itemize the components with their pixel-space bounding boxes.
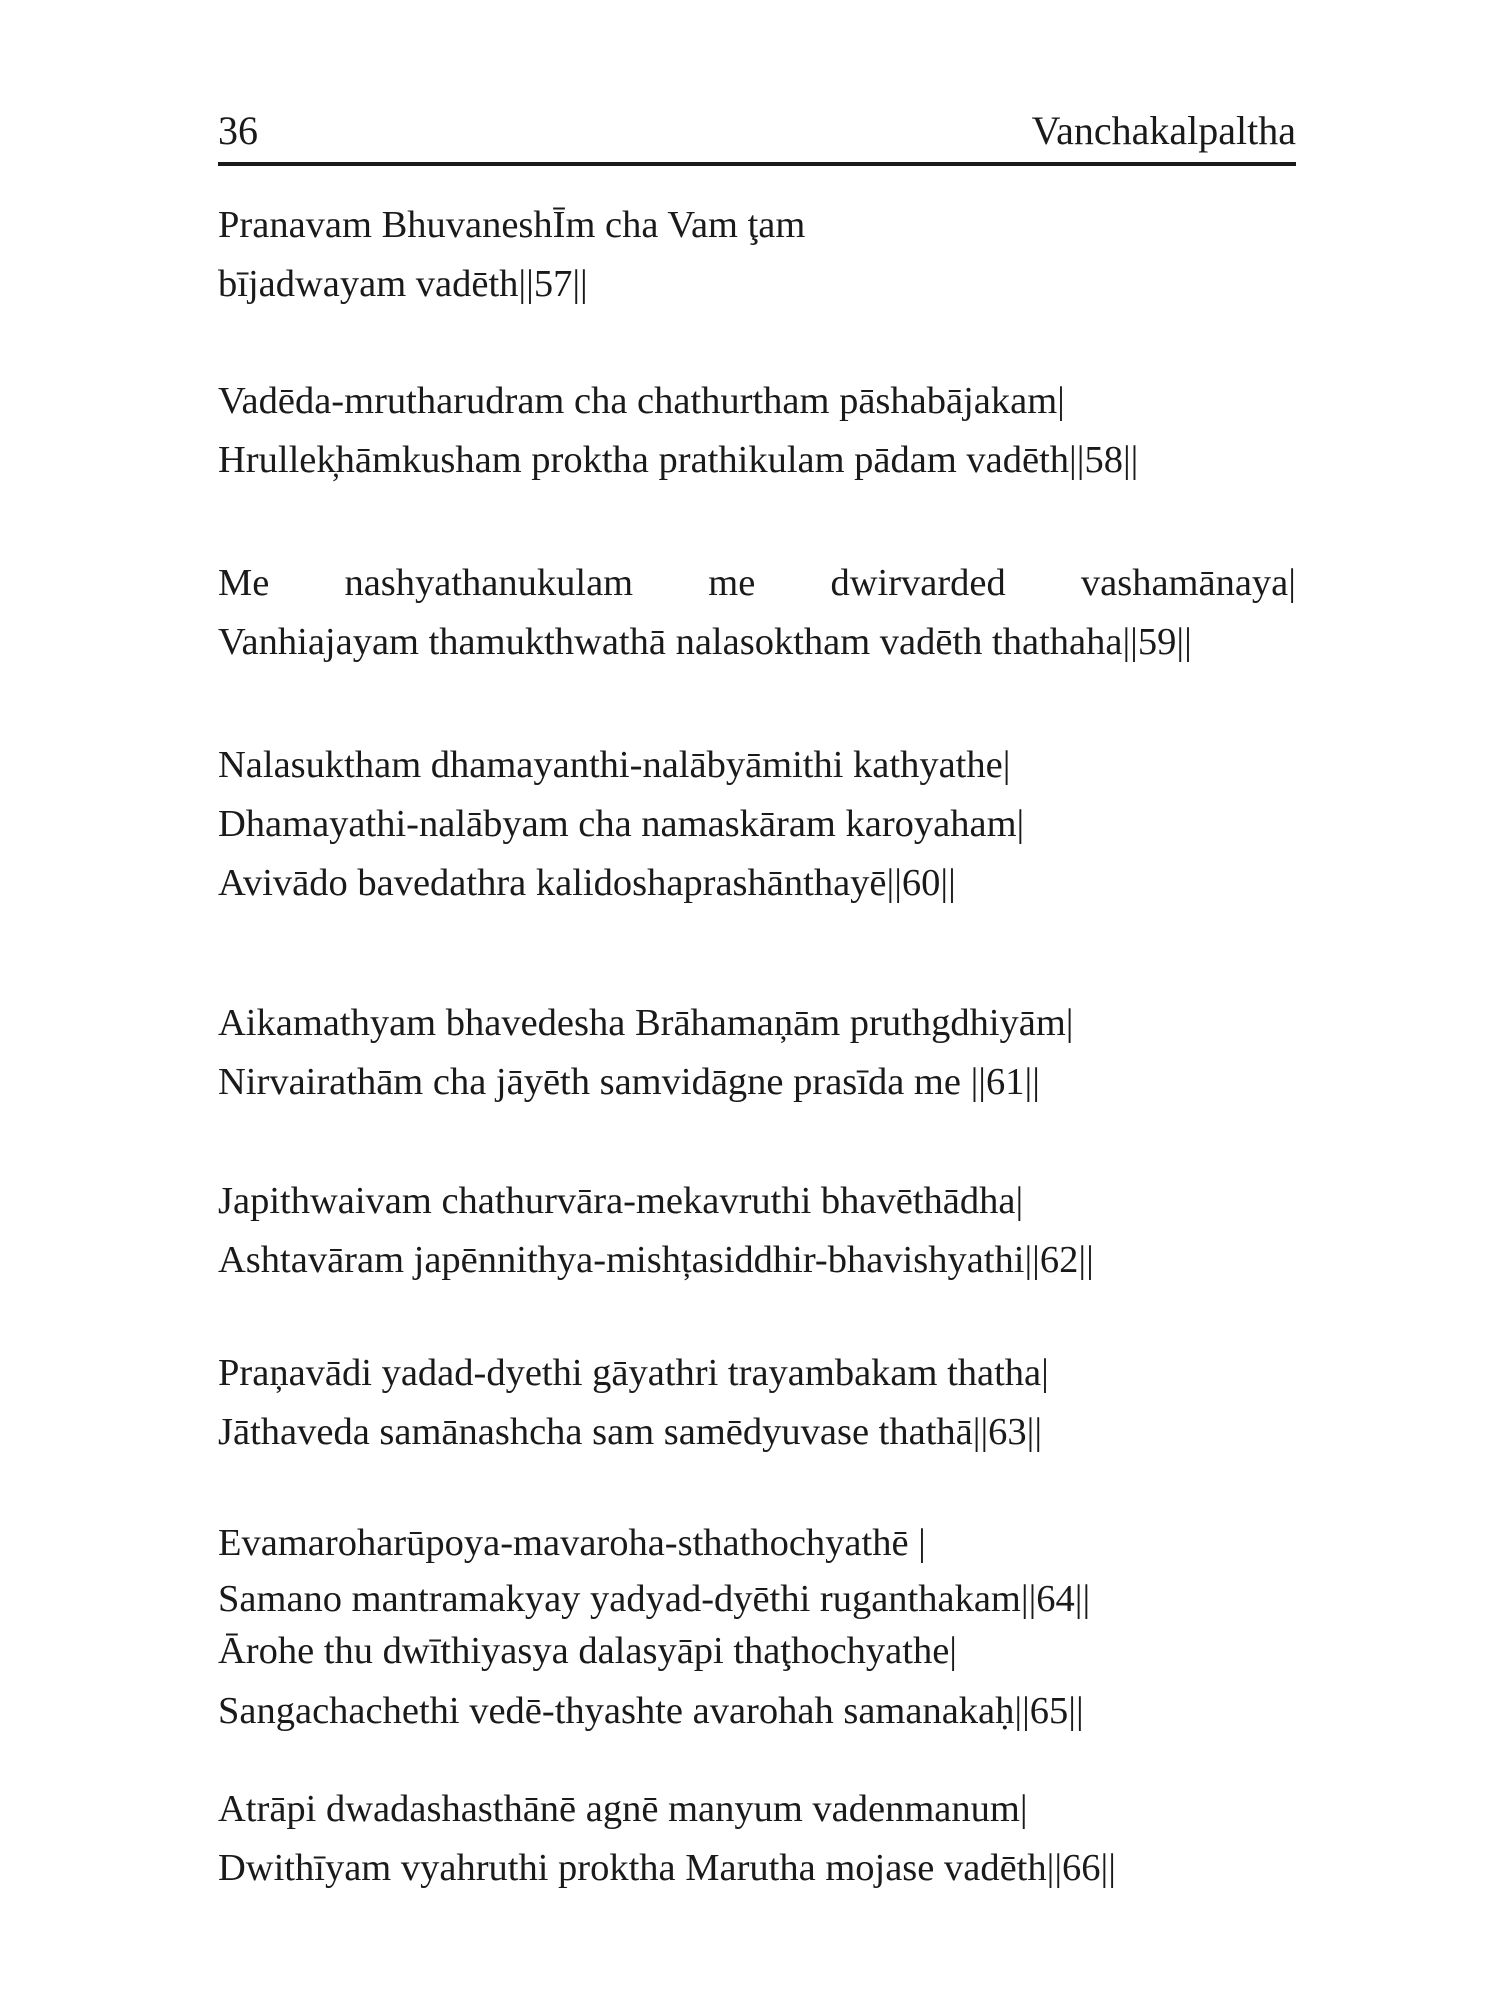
verse-word: dwirvarded — [830, 562, 1006, 604]
verse-line: Avivādo bavedathra kalidoshaprashānthayē||60|| — [218, 862, 956, 904]
verse-line-justified — [218, 554, 1296, 613]
verse-57 — [218, 196, 805, 314]
verse-66 — [218, 1780, 1116, 1898]
verse-64-65 — [218, 1514, 1090, 1745]
verse-word: Me — [218, 562, 270, 604]
verse-line: Aikamathyam bhavedesha Brāhamaņām pruthgdhiyām| — [218, 1002, 1074, 1044]
verse-line: Ashtavāram japēnnithya-mishțasiddhir-bhavishyathi||62|| — [218, 1239, 1094, 1281]
verse-line: Pranavam BhuvaneshĪm cha Vam ţam — [218, 204, 806, 246]
verse-line: Japithwaivam chathurvāra-mekavruthi bhavēthādha| — [218, 1180, 1024, 1222]
verse-line: Dwithīyam vyahruthi proktha Marutha mojase vadēth||66|| — [218, 1847, 1116, 1889]
verse-line: Evamaroharūpoya-mavaroha-sthathochyathē | — [218, 1522, 926, 1564]
verse-62 — [218, 1172, 1094, 1290]
verse-63 — [218, 1344, 1049, 1462]
verse-60 — [218, 736, 1024, 913]
running-title: Vanchakalpaltha — [1031, 108, 1296, 153]
verse-line: Dhamayathi-nalābyam cha namaskāram karoyaham| — [218, 803, 1025, 845]
verse-line: Nirvairathām cha jāyēth samvidāgne prasīda me ||61|| — [218, 1061, 1040, 1103]
verse-line: Vanhiajayam thamukthwathā nalasoktham vadēth thathaha||59|| — [218, 621, 1192, 663]
verse-line: Praņavādi yadad-dyethi gāyathri trayambakam thatha| — [218, 1352, 1049, 1394]
verse-line: Hrullek̦hāmkusham proktha prathikulam pādam vadēth||58|| — [218, 439, 1139, 481]
verse-line: Sangachachethi vedē-thyashte avarohah samanakaḥ||65|| — [218, 1690, 1084, 1732]
verse-59 — [218, 554, 1296, 672]
verse-word: nashyathanukulam — [344, 562, 634, 604]
verse-word: vashamānaya| — [1080, 562, 1296, 604]
verse-line: Samano mantramakyay yadyad-dyēthi ruganthakam||64|| — [218, 1578, 1091, 1620]
verse-line: bījadwayam vadēth||57|| — [218, 263, 588, 305]
verse-58 — [218, 372, 1138, 490]
verse-line: Atrāpi dwadashasthānē agnē manyum vadenmanum| — [218, 1788, 1028, 1830]
verse-61 — [218, 994, 1074, 1112]
page-header — [218, 106, 1296, 166]
verse-line: Nalasuktham dhamayanthi-nalābyāmithi kathyathe| — [218, 744, 1011, 786]
header-rule — [218, 162, 1296, 166]
verse-word: me — [708, 562, 756, 604]
page-number: 36 — [218, 108, 258, 153]
verse-line: Jāthaveda samānashcha sam samēdyuvase thathā||63|| — [218, 1411, 1043, 1453]
verse-line: Ārohe thu dwīthiyasya dalasyāpi thaţhochyathe| — [218, 1630, 958, 1672]
verse-line: Vadēda-mrutharudram cha chathurtham pāshabājakam| — [218, 380, 1065, 422]
